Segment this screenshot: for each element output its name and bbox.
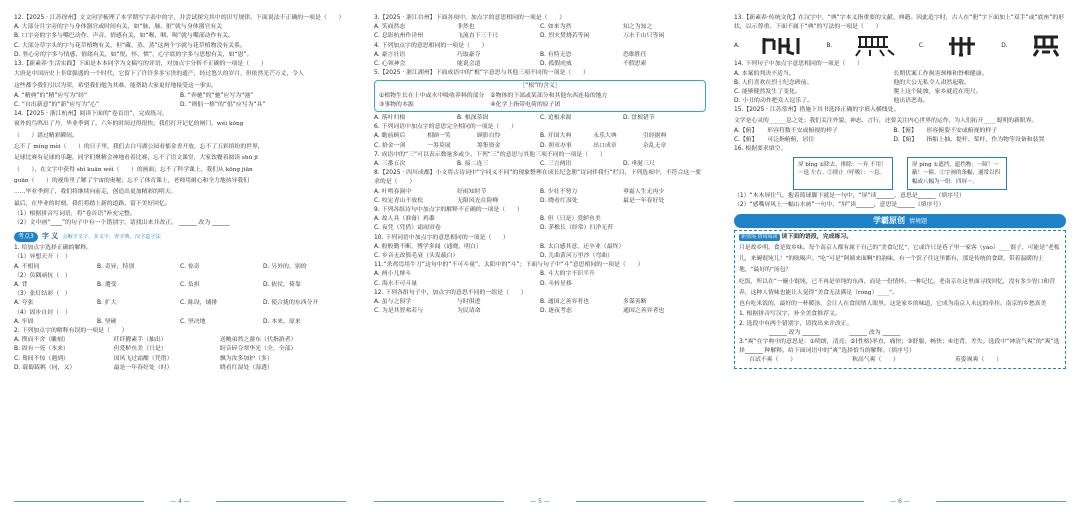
option-row [374,197,706,206]
option: 但爱鲈鱼美（只是） [113,346,167,353]
banner-title: 学霸原创 [872,216,905,226]
subquestion: （1）异想天开（ ） [14,254,71,261]
option: C. 海水不可斗量 [374,280,418,287]
option: C. 陈设，铺排 [180,300,218,307]
subquestion: （4）固步自封（ ） [14,309,71,316]
option: A. 锲而不舍（雕刻） [14,337,69,344]
subquestion: 3.“爽”在字典中的意思是：①明朗，清亮；②(性格)率直，痛快；③舒服，畅快；④违背，差失。选段中“神清气爽”的“爽”选择______ 种解释。给下面词语中的“爽”选择恰当的解释。（填序号） [739,339,1060,355]
option: B. 奇异，特别 [97,263,135,270]
question-12: 12. 下列各组句子中，加点字的意思不同的一组是（ ） [374,289,527,296]
question-7: 7. 成语中的“三”可以表示数量多或少。下列“三”的意思与其他三项不同的一项是（ ） [374,151,606,158]
option: 不假思索 [623,61,647,68]
page-number: — 5 — [530,497,550,505]
option: D. 盘根错节 [623,115,655,122]
passage: 文学是心灵的______息之处；我们关注外貌、神态、言行，还要关注内心世界的运作，为人们拓开____ 聪明的新眼界。 [734,117,1038,124]
passage-line: ……毕业季到了，我们将继续向前走，创造出更加精彩的明天。 [14,189,177,196]
option: 他出语恶毒。 [893,98,929,105]
option-row [374,142,706,151]
option: D. 垂涎三尺 [623,161,655,168]
option: B. 少壮不努力 [540,188,578,195]
option-row [734,70,1066,79]
option: D. 依仗，倚靠 [263,282,301,289]
question-6: 6. 下列词语中加点字的意思完全相同的一项是（ ） [374,124,517,131]
ancient-character-d-icon [1026,34,1066,58]
option: D. 小丑的动作把众人逗乐了。 [734,98,813,105]
option: 英姿飒爽（ ） [954,357,1003,364]
option-row [14,336,346,345]
option: 秋高气爽（ ） [851,357,900,364]
question-15: 15.【2025 · 江苏常州】措施下其书选择正确的字填入横线处。 [734,107,900,114]
option: 一筹莫展 [427,142,451,149]
passage-line: 这些都令我们引以为荣，希望我们勉为其难，能帮助大家更好地接受这一事实。 [14,82,217,89]
option: 通国之善弈者也 [623,308,665,315]
option-row [734,97,1066,106]
option: D. 孤假虎威 [540,61,572,68]
ancient-character-b-icon [850,34,900,58]
option: 为民请命 [457,308,481,315]
option: 能说会道 [457,61,481,68]
option: 恐维胜任 [623,51,647,58]
option-label: B. [826,42,833,49]
option: D. 烈火焚烧若等闲 [540,33,590,40]
option: 可泛指俯俯，居住 [767,137,815,144]
option: B. 有特无恐 [540,51,572,58]
option: C. 蓦间不惊（遇到） [14,355,69,362]
option: 永乐大典 [593,133,617,140]
option: A. 背 [14,282,28,289]
option: D. 斗转星移 [540,280,572,287]
options-13 [14,92,346,110]
option: 最是一年春好处（时） [113,364,173,371]
option: A. 不相同 [14,263,40,270]
options [14,299,346,308]
option: D. 照章办事 [539,142,572,149]
option: 爬上这个陡坡，家乡就近在咫尺。 [893,89,982,96]
option-row [374,114,706,123]
passage-line: 大唐是中国历史上非常强盛的一个时代，它留下了许许多多宝贵的遗产，经过悠久的岁月，但依然光芒万丈，令人 [14,71,304,78]
option: 出口成章 [593,142,617,149]
option: A. 夸张 [14,300,34,307]
option: 长期伏案工作损害颈椎和脊椎健康。 [893,70,988,77]
option: C. 追根求源 [540,115,572,122]
option: C. 坚决地 [180,318,206,325]
option-row [374,307,706,316]
passage-line: 足球比赛有足球的乐趣，同学们聚精会神地看着比赛，忘不了语文课堂，大家饮餐着阅读 shū jī [14,155,258,162]
option: B. 口字旁的字多与嘴巴动作、声音、情感有关，如“喉、咽、喝”就与嘴部动作有关。 [14,33,235,40]
question-9: 9. 下列各组诗句中加点字的解释不正确的一项是（ ） [374,207,523,214]
option: 与时俱进 [457,299,481,306]
option: B. 坚硬 [97,318,117,325]
option: D. 使合拢的东西分开 [263,300,319,307]
ancient-character-a-icon [758,34,808,58]
subquestion: （2）“感嘴屏风上一幅山水画”一句中，“屏”读______，意思是______（填序号） [734,202,945,209]
reading-tag: 新情境·情境阅读 [741,234,778,241]
option: A. 虽与之俱学 [374,299,412,306]
option: A. “精典”的“精”应写为“经” [14,92,88,99]
passage-line: 忘不了 míng mèi（ ）的日子里，我们去白马湖公园看郁金香开放，忘不了五彩缤纷的世界， [14,144,264,151]
option: D. “则倡一格”的“倡”应写为“具” [180,102,266,109]
passage-line: 窗外的鸟鸣出了丹，毕业季到了。六年的时间过得很快。我们打开记忆的闸门，wéi kōng [14,121,244,128]
option: C. 大部分草字头的字与花草植物有关，但“藏、蒸、蒸”这两个字就与花草植物没有关系。 [14,42,246,49]
answer-line: ______ 改为 ______ ______ 改为 ______ [769,329,901,336]
option: A. 故人具（准备）鸡黍 [374,216,435,223]
passage-line: （ ），在文字中获得 shí kuān wéi（ ）的画面；忘不了科学课上，我们从 kōng jiān [14,166,253,173]
option: B. 接二连三 [457,161,489,168]
option: D. 另外的，别的 [263,263,307,270]
option: 最是一年春好处 [623,197,665,204]
option-row [734,127,1066,136]
question-16: 16. 根据要求填空。 [734,146,787,153]
option: D.【俯】 [893,137,918,144]
option-row [14,364,346,373]
passage-line: 也有吃米饭的，最好的一杯暖汤，会让人在食间情人眼里，这是家乡的味道，它成为南京人永远的牵挂。南京的乡愁真美 [739,301,1047,308]
option: 引经据典 [642,133,667,140]
section-header [14,231,346,242]
question-13: 13.【新素养·生活实践】下面是本本同学为文稿写的评语，对加点字分析不正确的一项是（ ） [14,61,267,68]
option: C. 为是其智弗若与 [374,308,424,315]
option: D. 儿曲黄河万里沙（弯曲） [540,253,614,260]
dictionary-entry: 屏 píng ①遮挡，遮挡物：～障！～蔽！～障。②字画的条幅，通常以四幅或八幅为一组：四屏～。 [907,157,1007,191]
option-row [734,136,1066,145]
character-options [734,34,1066,58]
definition-box [374,80,706,112]
passage-line: 月是故乡明，食是故乡味。每个南京人都有属于自己的“美食记忆”，它或许只是巷子里一家客（yáo）____馄子，可能是“老板儿，来碗馄饨儿！”的吆喝声。“吃”可是“阿姨来面啊”的韵味，有一个馆子往这里都有，那是传统的食肆，带着温暖的土地，“最好的”汤包？ [739,244,1060,274]
option: 垂霜人生无再少 [623,188,665,195]
subquestion: （1）根据拼音写词语，将“卷首语”补充完整。 [14,210,136,217]
option: C. “自出新意”的“新”应写为“心” [14,102,100,109]
option: A. 叶鸣春涧中 [374,188,412,195]
option-label: D. [1001,42,1008,49]
option: 筹集资金 [476,142,501,149]
option: 巧取豪夺 [457,51,481,58]
option: B. 通国之善弈者也 [540,299,590,306]
option: 他的大公无私令人肃然起敬。 [893,79,970,86]
option-row [374,188,706,197]
option: C. 息影杭州作洋州 [374,33,424,40]
option: 多谋善断 [623,299,647,306]
reading-title: 读下面的语段，完成练习。 [781,234,853,241]
option: A. 瞻前顾后 [374,133,406,140]
subquestion: 1. 根据拼音写汉字，补全美食推荐文。 [739,311,841,318]
option: B. 人们喜欢在烈士纪念碑前。 [734,79,813,86]
option: A. 本案的判决不适当。 [734,70,795,77]
option-row [734,88,1066,97]
option: B. 遭受 [97,282,117,289]
option: A. 豪言壮语 [374,51,406,58]
option: 万水千山只等闲 [623,33,665,40]
option: 晓看红湿处（湿透） [219,364,273,371]
option: D. 载蜀载羁（同，又） [14,364,76,371]
option-row [374,132,706,141]
page-5 [360,0,720,512]
question-13: 13.【新素养·传统文化】在汉字中，“典”字本义指重要的文献、典籍。因此造字时，古人在“册”字下面加上“双手”或“底座”的形状，以示尊重。下面不属于“典”的写法的一项是（ ） [734,15,1065,31]
question-5: 5.【2025 · 浙江湖州】下面成语中的“根”字意思与其他三项不同的一项是（ ） [374,70,589,77]
option-row [374,23,706,32]
subquestion: 2. 选段中有两个错别字，请找出来并改正。 [739,320,853,327]
option: B. 太白感其意，还卒业（最终） [540,243,625,250]
option: B. 根深蒂固 [457,115,489,122]
option: C. 如来为然 [540,24,572,31]
question-10: 10. 下列词语中加点字的意思相同的一项是（ ） [374,234,509,241]
option: 纤纤擢素手（抽出） [113,337,167,344]
option: 好雨知时节 [457,188,487,195]
option: 飘为汝多加护（多） [219,355,273,362]
option: B. 扩大 [97,300,117,307]
question-2: 2. 下列加点字的解释有误的一项是（ ） [14,328,128,335]
option: 相顾一笑 [427,133,451,140]
option: A. 大部分月字旁的字与身体器官或时间有关，如“脉、肺、脏”就与身体器官有关 [14,24,223,31]
box-line: ③事物的本源 ④化学上指带电荷的原子团 [379,101,561,108]
option: A. 牢固 [14,318,34,325]
option-label: C. [918,42,925,49]
option: B. 斗大的字不识半升 [540,271,595,278]
option: 知之为知之 [623,24,653,31]
question-14: 14. 下列句子中加点字意思相同的一项是（ ） [734,61,864,68]
option-row [374,60,706,69]
passage-line: （ ）错过精彩瞬间。 [14,132,78,139]
option: 国风飞过霜酣（凭借） [113,355,173,362]
option: D. 晓看红湿处 [540,197,578,204]
option: 送鲍弟然之游东（代指游者） [219,337,297,344]
section-subtitle: 会解字义字、多义字、查字典、汉字造字法 [62,233,161,240]
option: A. 三番五次 [374,161,406,168]
option: 杂乱无章 [642,142,667,149]
section-title: 字 义 [41,232,59,241]
option-row [734,79,1066,88]
option: B. 但（只是）爱鲈鱼美 [540,216,601,223]
option-row [14,355,346,364]
option: 非然也 [457,24,475,31]
passage-line: 吃饭，所以在“一碗小馄饨，已不再是单纯的东西，而是一份情怀、一种记忆。老南京在这里面寻找回忆，没有多少胃口和营养，这种人情味也能让人觉得“美食无法满足（róng）____”。 [739,278,1055,296]
page-number: — 4 — [170,497,190,505]
question-1: 1. 给加点字选择正确的解释。 [14,245,93,252]
option: C. 夜凭（凭借）霜雨帘卷 [374,225,441,232]
question-3: 3.【2025 · 浙江台州】下面各项中，加点字的意思相同的一项是（ ） [374,15,566,21]
dictionary-boxes [734,157,1066,191]
option: C. 咬定青山不放松 [374,197,424,204]
option: D. 本来，原来 [263,318,301,325]
question-8: 8.【2025 · 四川成都】小文将古诗词中“字同义不同”的现象整理在成长纪念册“诗词伴我行”栏目，下列选项中，不符合这一要求的是（ ） [374,170,702,186]
option-row [374,51,706,60]
subquestion: （2）文中画“____”的句子中有一个错别字，请找出来并改正。 ______ 改为 ______ [14,220,230,226]
original-question-banner [734,214,1066,228]
dictionary-entry: 屏 bǐng ①除去，排除：～弃 不用！～退 左右。②抑止（呼吸）：～息。 [793,157,893,191]
option: D. 茅檐长（经常）扫净无苔 [540,225,614,232]
option-row [374,32,706,41]
option: 形容符数不安或俯视的样子 [767,127,838,134]
option-row [374,160,706,169]
page-4 [0,0,360,512]
question-12: 12.【2025 · 江苏徐州】文文同学梳理了本学期写字表中的字，并尝试探究其中的识写规律。下面说法不正确的一项是（ ） [14,15,345,21]
option: A. 笑面然态 [374,24,406,31]
option: D. 逐夜考虑 [540,308,572,315]
option: C. 负担 [180,282,200,289]
reading-box [734,230,1066,368]
option-row [14,345,346,354]
option: C.【俯】 [734,137,758,144]
box-line: ①植物生长在土中或水中吸收养料的部分 ②物体的下部或某部分和其他东西连接的地方 [379,92,608,99]
options [374,243,706,261]
option: B. “奔驰”的“驰”应写为“弛” [180,92,254,99]
options [14,318,346,327]
subquestion: （2）负隅顽抗（ ） [14,272,71,279]
banner-subtitle: 情境题 [908,218,927,226]
subquestion: （1）“木木屏住气，抱着篮球脚下就是一句中，“屏”读______，意思是______（填序号） [734,193,965,200]
options [14,263,346,272]
box-title: ［“根”的含义］ [519,83,561,90]
option: 百试不爽（ ） [749,357,797,364]
option: B. 开国大典 [539,133,572,140]
question-11: 11.“杀鸡焉用牛刀”这句中的“不可斗量”，太阳中的“斗”；下面与句子中“斗”意思相同的一项是（ ） [374,262,644,269]
option: 指船上抽、提杆、桨杆，作为物等设备和装置 [926,137,1045,144]
option: C. 惊奇 [180,263,200,270]
option: 盼音碎夺翠华光（全，全部） [219,346,297,353]
options [374,215,706,233]
option: C. 三言两语 [540,161,572,168]
option: B. 固有一死（本来） [14,346,69,353]
option: B.【俯】 [893,127,917,134]
option: A.【俯】 [734,127,758,134]
passage-line: guān（ ）的视角里了解了宇宙的奥秘；忘不了体育课上，老师用耐心和全力地执导我们 [14,177,249,184]
option: C. 乡音无改鬓毛衰（头发疏白） [374,253,459,260]
option: D. 竖心旁的字多与情感、情绪有关，如“悦、怀、愤”，心字底的字多与思想有关，如“恩”。 [14,51,253,58]
option: C. 拾金一剑 [374,142,406,149]
option-row [374,298,706,307]
option: 顾影自怜 [476,133,501,140]
options [374,270,706,288]
option: A. 两小儿辩斗 [374,271,412,278]
section-key: 考点3 [14,232,38,242]
option-row [739,356,1061,365]
option-label: A. [734,42,740,49]
page-6 [720,0,1080,512]
ancient-character-c-icon [943,34,983,58]
question-14: 14.【2025 · 浙江杭州】阅读下面的“卷首语”，完成练习。 [14,111,168,118]
option: C. 能够健然发生了变化。 [734,89,801,96]
passage-line: 最后，在毕业的时刻，我们将踏上新的道路，留下美好回忆。 [14,200,171,207]
options [14,281,346,290]
option: A. 般般勤不断，博学多闻（通晓，明白） [374,243,482,250]
option: 飞流直下三千尺 [457,33,499,40]
subquestion: （3）张灯结彩（ ） [14,291,71,298]
option: A. 落叶归根 [374,115,406,122]
question-4: 4. 下列加点字的意思相同的一项是（ ） [374,42,488,49]
option: 形容俯姿不安或俯视的样子 [926,127,998,134]
page-number: — 6 — [890,497,910,505]
option: C. 心领神会 [374,61,406,68]
option: 无限风光在险峰 [457,197,499,204]
